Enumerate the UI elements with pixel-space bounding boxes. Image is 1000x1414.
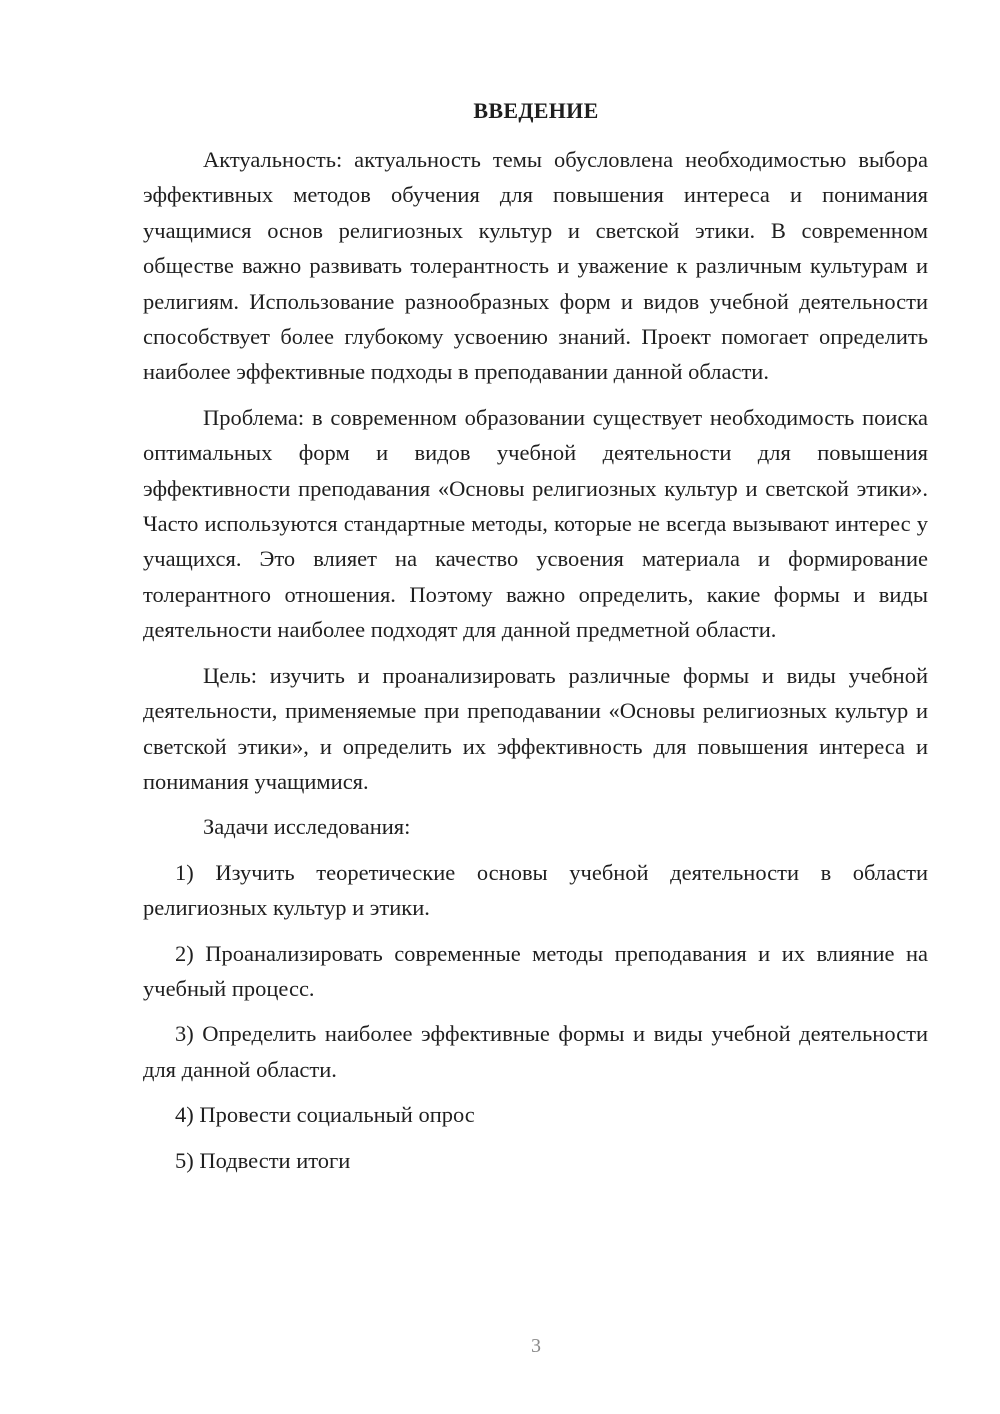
task-item-3: 3) Определить наиболее эффективные формы и виды учебной деятельности для данной области. — [143, 1021, 928, 1082]
page-number: 3 — [531, 1335, 541, 1357]
task-item-4: 4) Провести социальный опрос — [175, 1102, 475, 1128]
task-item-2: 2) Проанализировать современные методы преподавания и их влияние на учебный процесс. — [143, 940, 928, 1001]
task-item-5: 5) Подвести итоги — [175, 1147, 351, 1173]
paragraph-relevance: Актуальность: актуальность темы обусловлена необходимостью выбора эффективных методов обучения для повышения интереса и понимания учащимися основ религиозных культур и светской этики. В современном обществе важно развивать толерантность и уважение к различным культурам и религиям. Использование разнообразных форм и видов учебной деятельности способствует более глубокому усвоению знаний. Проект помогает определить наиболее эффективные подходы в преподавании данной области. — [143, 147, 928, 385]
paragraph-goal: Цель: изучить и проанализировать различные формы и виды учебной деятельности, применяемые при преподавании «Основы религиозных культур и светской этики», и определить их эффективность для повышения интереса и понимания учащимися. — [143, 662, 928, 794]
page-title: ВВЕДЕНИЕ — [473, 98, 599, 123]
document-body — [143, 142, 928, 1188]
tasks-heading: Задачи исследования: — [203, 814, 411, 840]
paragraph-problem: Проблема: в современном образовании существует необходимость поиска оптимальных форм и видов учебной деятельности для повышения эффективности преподавания «Основы религиозных культур и светской этики». Часто используются стандартные методы, которые не всегда вызывают интерес у учащихся. Это влияет на качество усвоения материала и формирование толерантного отношения. Поэтому важно определить, какие формы и виды деятельности наиболее подходят для данной предметной области. — [143, 404, 928, 643]
task-item-1: 1) Изучить теоретические основы учебной деятельности в области религиозных культур и этики. — [143, 859, 928, 921]
